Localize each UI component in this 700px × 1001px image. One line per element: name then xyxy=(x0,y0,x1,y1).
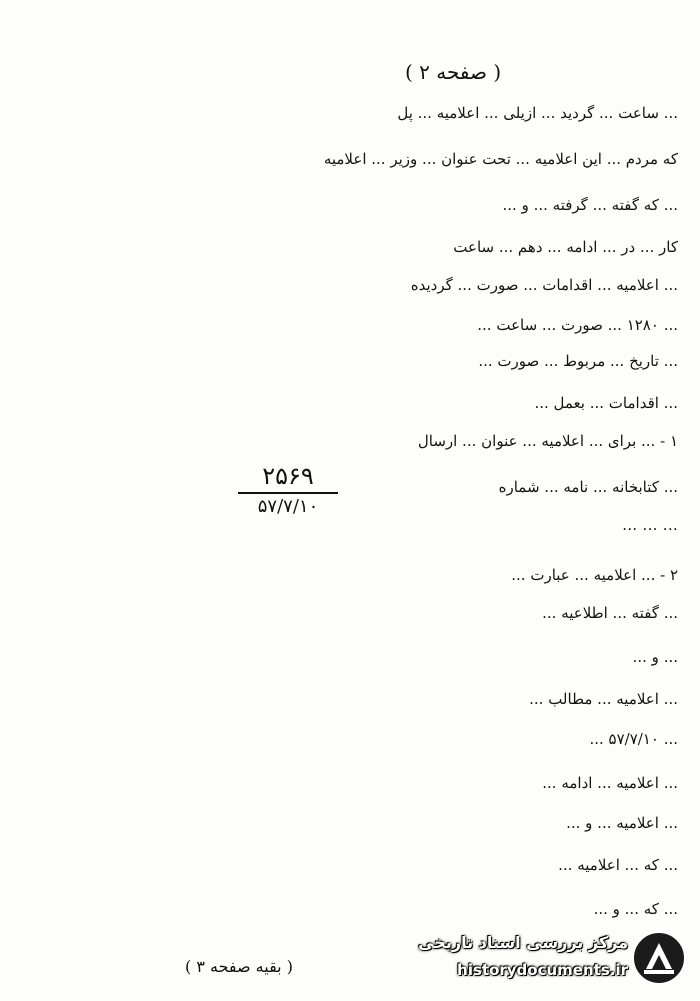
handwritten-line: ... ... ... xyxy=(622,516,678,534)
fraction-denominator: ۵۷/۷/۱۰ xyxy=(257,496,319,517)
page-number-label: ( صفحه ۲ ) xyxy=(405,60,502,84)
handwritten-line: ... اعلامیه ... مطالب ... xyxy=(529,690,678,708)
handwritten-line: ... اعلامیه ... و ... xyxy=(566,814,678,832)
handwritten-line: ... کتابخانه ... نامه ... شماره xyxy=(498,478,678,496)
handwritten-line: ... ۱۲۸۰ ... صورت ... ساعت ... xyxy=(477,316,678,334)
handwritten-line: ... اقدامات ... بعمل ... xyxy=(534,394,678,412)
handwritten-line: ۱ - ... برای ... اعلامیه ... عنوان ... ارسال xyxy=(417,432,678,450)
fraction-bar xyxy=(238,492,338,494)
handwritten-line: ... ساعت ... گردید ... ازیلی ... اعلامیه ... پل xyxy=(397,104,678,122)
handwritten-line: ... که ... و ... xyxy=(593,900,678,918)
handwritten-line: ... که گفته ... گرفته ... و ... xyxy=(502,196,678,214)
handwritten-line: ... اعلامیه ... ادامه ... xyxy=(542,774,678,792)
handwritten-line: ... ۵۷/۷/۱۰ ... xyxy=(589,730,678,748)
archive-logo-icon xyxy=(630,929,688,987)
handwritten-line: کار ... در ... ادامه ... دهم ... ساعت xyxy=(453,238,678,256)
handwritten-line: ۲ - ... اعلامیه ... عبارت ... xyxy=(511,566,678,584)
handwritten-line: که مردم ... این اعلامیه ... تحت عنوان ... وزیر ... اعلامیه xyxy=(323,150,678,168)
handwritten-line: ... اعلامیه ... اقدامات ... صورت ... گردیده xyxy=(410,276,678,294)
handwritten-line: ... که ... اعلامیه ... xyxy=(558,856,678,874)
letter-number-fraction xyxy=(232,462,344,518)
fraction-numerator: ۲۵۶۹ xyxy=(262,462,314,490)
handwritten-line: ... و ... xyxy=(632,648,678,666)
watermark-url: historydocuments.ir xyxy=(457,961,628,979)
watermark xyxy=(392,927,692,993)
handwritten-line: ... گفته ... اطلاعیه ... xyxy=(542,604,678,622)
continued-label: ( بقیه صفحه ۳ ) xyxy=(185,957,293,976)
watermark-title: مرکز بررسی اسناد تاریخی xyxy=(418,933,628,952)
handwritten-line: ... تاریخ ... مربوط ... صورت ... xyxy=(478,352,678,370)
